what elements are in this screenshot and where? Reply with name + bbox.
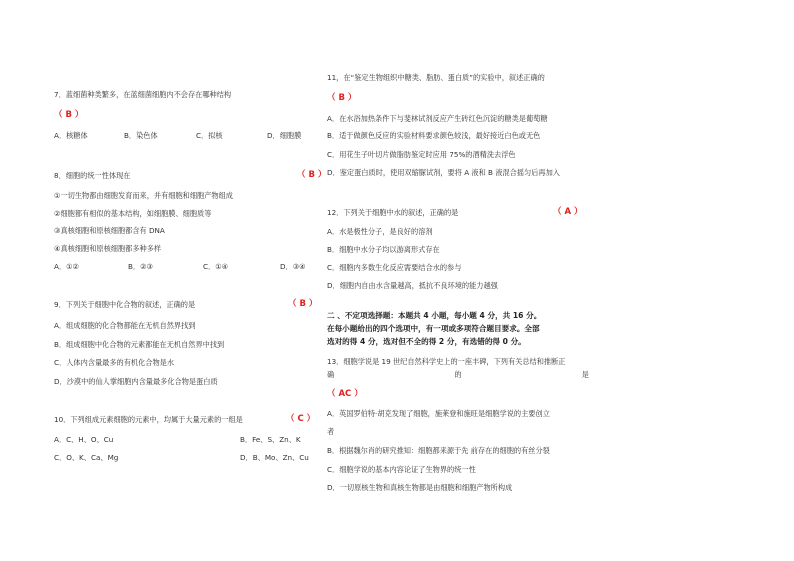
q7-answer: （ B ） bbox=[54, 110, 84, 120]
q13-option-d: D．一切原核生物和真核生物都是由细胞和细胞产物所构成 bbox=[327, 483, 513, 492]
q13-option-a: A．英国罗伯特·胡克发现了细胞，施莱登和施旺是细胞学说的主要创立 bbox=[327, 409, 550, 418]
q13-option-c: C．细胞学说的基本内容论证了生物界的统一性 bbox=[327, 465, 476, 474]
section2-heading-line1: 二 、不定项选择题：本题共 4 小题，每小题 4 分，共 16 分。 bbox=[327, 311, 542, 320]
q8-item-1: ①一切生物都由细胞发育而来，并有细胞和细胞产物组成 bbox=[54, 191, 233, 200]
q8-item-2: ②细胞都有相似的基本结构，如细胞膜、细胞质等 bbox=[54, 209, 212, 218]
q8-item-4: ④真核细胞和原核细胞都多种多样 bbox=[54, 244, 162, 253]
q9-option-d: D．沙漠中的仙人掌细胞内含量最多化合物是蛋白质 bbox=[54, 377, 218, 386]
q9-option-c: C．人体内含量最多的有机化合物是水 bbox=[54, 358, 175, 367]
q7-option-a: A．核糖体 bbox=[54, 131, 88, 140]
q9-option-a: A．组成细胞的化合物都能在无机自然界找到 bbox=[54, 321, 196, 330]
q13-option-b: B．根据魏尔肖的研究推知：细胞都来源于先 前存在的细胞的有丝分裂 bbox=[327, 446, 550, 455]
q10-option-c: C．O、K、Ca、Mg bbox=[54, 453, 119, 462]
q9-option-b: B．组成细胞中化合物的元素都能在无机自然界中找到 bbox=[54, 340, 225, 349]
q11-option-b: B．适于做颜色反应的实验材料要求颜色较浅，最好接近白色或无色 bbox=[327, 131, 541, 140]
q13-stem-word-2: 的 bbox=[454, 370, 462, 379]
q10-option-a: A．C、H、O、Cu bbox=[54, 435, 114, 444]
q8-answer: （ B ） bbox=[297, 170, 327, 180]
q13-stem-line2 bbox=[327, 370, 589, 380]
q7-option-b: B．染色体 bbox=[124, 131, 158, 140]
q12-stem: 12．下列关于细胞中水的叙述，正确的是 bbox=[327, 208, 459, 217]
q8-option-a: A．①② bbox=[54, 262, 79, 271]
q9-stem: 9．下列关于细胞中化合物的叙述，正确的是 bbox=[54, 300, 196, 309]
q7-option-d: D．细胞膜 bbox=[267, 131, 302, 140]
q11-answer: （ B ） bbox=[327, 93, 357, 103]
q12-option-d: D．细胞内自由水含量越高，抵抗不良环境的能力越强 bbox=[327, 281, 498, 290]
q13-stem-line1: 13．细胞学说是 19 世纪自然科学史上的一座丰碑，下列有关总结和推断正 bbox=[327, 357, 566, 366]
q11-stem: 11，在“鉴定生物组织中糖类、脂肪、蛋白质”的实验中，叙述正确的 bbox=[327, 73, 545, 82]
q12-option-c: C．细胞内多数生化反应需要结合水的参与 bbox=[327, 263, 462, 272]
q12-answer: （ A ） bbox=[553, 207, 583, 217]
q10-option-b: B．Fe、S、Zn、K bbox=[240, 435, 301, 444]
q9-answer: （ B ） bbox=[288, 299, 318, 309]
q10-stem: 10．下列组成元素细胞的元素中，均属于大量元素的一组是 bbox=[54, 415, 243, 424]
q13-stem-word-1: 确 bbox=[327, 370, 335, 379]
q10-option-d: D．B、Mo、Zn、Cu bbox=[240, 453, 309, 462]
q8-option-c: C．①④ bbox=[203, 262, 229, 271]
q7-option-c: C．拟核 bbox=[196, 131, 223, 140]
section2-heading-line3: 选对的得 4 分，选对但不全的得 2 分，有选错的得 0 分。 bbox=[327, 337, 526, 346]
section2-heading-line2: 在每小题给出的四个选项中，有一项或多项符合题目要求。全部 bbox=[327, 324, 540, 333]
q8-item-3: ③真核细胞和原核细胞都含有 DNA bbox=[54, 226, 165, 235]
q11-option-d: D．鉴定蛋白质时，使用双缩脲试剂，要将 A 液和 B 液混合摇匀后再加入 bbox=[327, 168, 560, 177]
q13-answer: （ AC ） bbox=[327, 389, 363, 399]
q11-option-a: A．在水浴加热条件下与斐林试剂反应产生砖红色沉淀的糖类是葡萄糖 bbox=[327, 114, 548, 123]
q11-option-c: C．用花生子叶切片做脂肪鉴定时应用 75%的酒精洗去浮色 bbox=[327, 150, 516, 159]
q8-stem: 8．细胞的统一性体现在 bbox=[54, 171, 131, 180]
q13-stem-word-3: 是 bbox=[581, 370, 589, 379]
q12-option-a: A．水是极性分子，是良好的溶剂 bbox=[327, 227, 433, 236]
q8-option-d: D．③④ bbox=[280, 262, 306, 271]
q7-stem: 7．蓝细菌种类繁多，在蓝细菌细胞内不会存在哪种结构 bbox=[54, 90, 232, 99]
q13-option-a-cont: 者 bbox=[327, 427, 335, 436]
q10-answer: （ C ） bbox=[286, 414, 316, 424]
q12-option-b: B．细胞中水分子均以游离形式存在 bbox=[327, 245, 440, 254]
q8-option-b: B．②③ bbox=[128, 262, 154, 271]
